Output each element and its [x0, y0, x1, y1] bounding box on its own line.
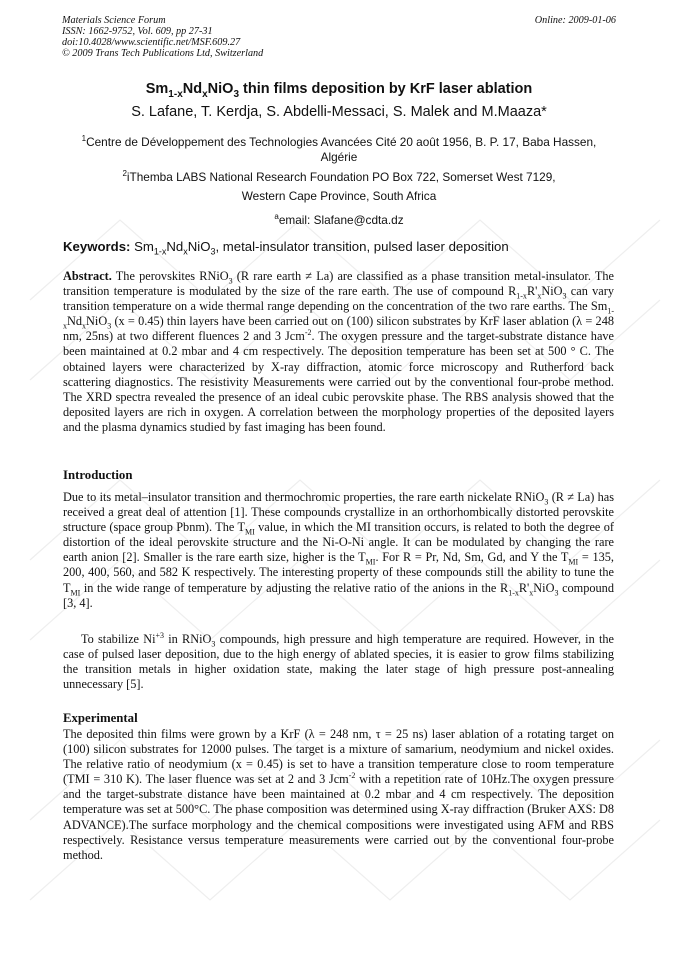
- author-list: S. Lafane, T. Kerdja, S. Abdelli-Messaci, S. Malek and M.Maaza*: [131, 104, 547, 120]
- author-email: $^a$email: Slafane@cdta.dz: [274, 212, 404, 227]
- journal-header: [62, 15, 616, 59]
- experimental-paragraph: The deposited thin films were grown by a KrF (λ = 248 nm, τ = 25 ns) laser ablation of a rotating target on (100) silicon substrates for 12000 pulses. The target is a mixture of samarium, neodymium and nickel oxides. The relative ratio of neodymium (x = 0.45) is set to have a transition temperature close to room temperature (TMI = 310 K). The laser fluence was set at 2 and 3 Jcm$^{-2}$ with a repetition rate of 10Hz.The oxygen pressure and the target-substrate distance have been maintained at 0.2 mbar and 4 cm respectively. The deposition temperature was set at 500°C. The phase composition was determined using X-ray diffraction (Bruker AXS: D8 ADVANCE).The surface morphology and the chemical compositions were investigated using AFM and RBS respectively. Resistance versus temperature measurements were carried out by the conventional four-probe method.: [63, 727, 614, 862]
- doi-line: doi:10.4028/www.scientific.net/MSF.609.27: [62, 37, 241, 48]
- introduction-paragraph-1: Due to its metal–insulator transition and thermochromic properties, the rare earth nickelate RNiO$_3$ (R ≠ La) has received a great deal of attention [1]. These compounds crystallize in an orthorhombically distorted perovskite structure (space group Pbnm). The $T_{MI}$ value, in which the MI transition occurs, is related to both the degree of distortion of the ideal perovskite structure and the Ni-O-Ni angle. It can be modulated by changing the rare earth anion [2]. Smaller is the rare earth size, higher is the $T_{MI}$. For R = Pr, Nd, Sm, Gd, and Y the $T_{MI} = 135$, 200, 400, 560, and 582 K respectively. The interesting property of these compounds still the ability to tune the $T_{MI}$ in the wide range of temperature by adjusting the relative ratio of the anions in the $R_{1-x}R'_xNiO_3$ compound [3, 4].: [63, 490, 614, 610]
- section-heading-experimental: Experimental: [63, 711, 138, 725]
- issn-line: ISSN: 1662-9752, Vol. 609, pp 27-31: [62, 26, 213, 37]
- abstract: Abstract. The perovskites RNiO$_3$ (R rare earth ≠ La) are classified as a phase transition metal-insulator. The transition temperature is modulated by the size of the rare earth. The use of compound $R_{1-x}R'_xNiO_3$ can vary transition temperature on a wide thermal range depending on the concentration of the two rare earths. The $Sm_{1-x}Nd_xNiO_3$ (x = 0.45) thin layers have been carried out on (100) silicon substrates by KrF laser ablation (λ = 248 nm, 25ns) at two different fluences 2 and 3 Jcm$^{-2}$. The oxygen pressure and the target-substrate distance have been maintained at 0.2 mbar and 4 cm respectively. The deposition temperature has been set at 500 ° C. The obtained layers were characterized by X-ray diffraction, atomic force microscopy and Rutherford back scattering diagnostics. The resistivity Measurements were carried out by the conventional four-probe method. The XRD spectra revealed the presence of an ideal cubic perovskite phase. The RBS analysis showed that the deposited layers are rich in oxygen. A correlation between the morphology properties of the deposited layers and the plasma dynamics studied by fast imaging has been found.: [63, 269, 615, 434]
- copyright-line: © 2009 Trans Tech Publications Ltd, Switzerland: [62, 48, 264, 59]
- affiliation-2: $^2$iThemba LABS National Research Foundation PO Box 722, Somerset West 7129,: [122, 169, 556, 184]
- affiliation-2-cont: Western Cape Province, South Africa: [241, 189, 437, 203]
- section-heading-introduction: Introduction: [63, 468, 133, 482]
- keywords: Keywords: $Sm_{1-x}Nd_xNiO_3$, metal-insulator transition, pulsed laser deposition: [63, 239, 509, 257]
- affiliation-1: $^1$Centre de Développement des Technologies Avancées Cité 20 août 1956, B. P. 17, Baba Hassen, Algérie: [81, 134, 597, 164]
- paper-title: $Sm_{1-x}Nd_xNiO_3$ thin films deposition by KrF laser ablation: [145, 81, 533, 100]
- journal-name: Materials Science Forum: [62, 15, 166, 26]
- introduction-paragraph-2: To stabilize $Ni^{+3}$ in RNiO$_3$ compounds, high pressure and high temperature are required. However, in the case of pulsed laser deposition, due to the high energy of ablated species, it is easier to grow films stabilizing the transition metals in higher oxidation state, making the later stage of high pressure post-annealing unnecessary [5].: [63, 630, 614, 692]
- online-date: Online: 2009-01-06: [534, 15, 616, 26]
